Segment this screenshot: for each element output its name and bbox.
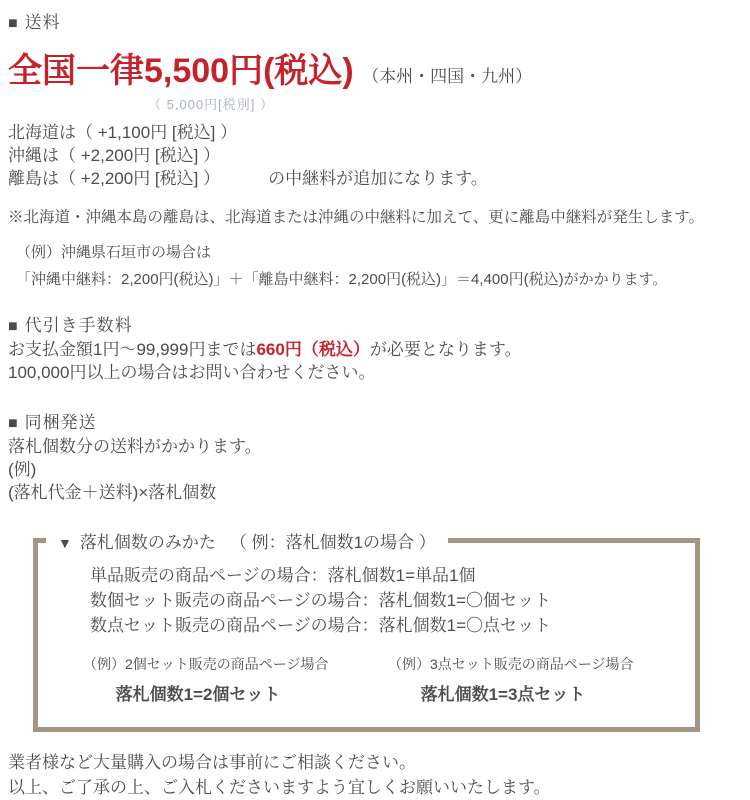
example-3set-label: （例）3点セット販売の商品ページ場合: [388, 656, 634, 672]
shipping-price-tax-excluded: （ 5,000円[税別] ）: [148, 97, 274, 112]
bid-count-rules: [38, 563, 695, 638]
bid-count-examples: [38, 654, 695, 705]
bid-count-box-legend: [46, 528, 448, 553]
example-2set-result: 落札個数1=2個セット: [115, 685, 281, 704]
bid-count-box-title: 落札個数のみかた: [79, 533, 216, 552]
bid-count-example-2set: [83, 654, 388, 705]
cod-fee-amount: 660円（税込）: [256, 340, 370, 359]
shipping-price-line: [8, 43, 750, 92]
bundled-heading-label: 同梱発送: [24, 413, 97, 432]
bundled-line-1: 落札個数分の送料がかかります。: [8, 437, 262, 456]
square-bullet-icon: ■: [8, 318, 19, 335]
cod-fee-text-after: が必要となります。: [369, 340, 522, 359]
bid-count-box-subtitle: （ 例：落札個数1の場合 ）: [229, 533, 436, 552]
bid-count-box: [33, 528, 700, 732]
square-bullet-icon: ■: [8, 415, 19, 432]
shipping-section: [8, 12, 750, 289]
cod-fee-heading-label: 代引き手数料: [24, 316, 133, 335]
footer-notes: [8, 750, 750, 800]
bid-count-rule-single: 単品販売の商品ページの場合：落札個数1=単品1個: [90, 566, 476, 585]
bundled-heading: [8, 412, 750, 435]
footer-line-2: 以上、ご了承の上、ご入札くださいますよう宜しくお願いいたします。: [8, 778, 551, 797]
bid-count-rule-item-set: 数点セット販売の商品ページの場合：落札個数1=〇点セット: [90, 616, 552, 635]
example-2set-label: （例）2個セット販売の商品ページ場合: [83, 656, 329, 672]
bid-count-example-3set: [388, 654, 634, 705]
shipping-price-region: （本州・四国・九州）: [362, 67, 533, 86]
ishigaki-example-label: （例）沖縄県石垣市の場合は: [16, 244, 212, 261]
triangle-down-icon: ▼: [58, 535, 72, 551]
bundled-shipping-section: [8, 412, 750, 504]
bundled-line-2: (例): [8, 460, 37, 479]
surcharge-remote-island-amount: 離島は（ +2,200円 [税込] ）: [8, 169, 221, 188]
cod-fee-line-2: 100,000円以上の場合はお問い合わせください。: [8, 363, 376, 382]
cod-fee-line-1: [8, 338, 750, 361]
cod-fee-section: [8, 315, 750, 384]
ishigaki-example-detail: 「沖縄中継料：2,200円(税込)」＋「離島中継料：2,200円(税込)」＝4,400円(税込)がかかります。: [16, 271, 668, 288]
footer-line-1: 業者様など大量購入の場合は事前にご相談ください。: [8, 753, 416, 772]
square-bullet-icon: ■: [8, 15, 19, 32]
example-3set-result: 落札個数1=3点セット: [420, 685, 586, 704]
bid-count-rule-piece-set: 数個セット販売の商品ページの場合：落札個数1=〇個セット: [90, 591, 552, 610]
surcharge-okinawa: 沖縄は（ +2,200円 [税込] ）: [8, 146, 221, 165]
remote-island-note: ※北海道・沖縄本島の離島は、北海道または沖縄の中継料に加えて、更に離島中継料が発生します。: [8, 209, 704, 226]
surcharge-remote-island: [8, 167, 750, 190]
surcharge-hokkaido: 北海道は（ +1,100円 [税込] ）: [8, 123, 238, 142]
shipping-heading: [8, 12, 750, 35]
bundled-line-3: (落札代金＋送料)×落札個数: [8, 483, 217, 502]
surcharge-suffix: の中継料が追加になります。: [268, 169, 488, 188]
cod-fee-heading: [8, 315, 750, 338]
shipping-price-main: 全国一律5,500円(税込): [8, 52, 354, 90]
shipping-heading-label: 送料: [24, 13, 61, 32]
cod-fee-text-before: お支払金額1円～99,999円までは: [8, 340, 257, 359]
